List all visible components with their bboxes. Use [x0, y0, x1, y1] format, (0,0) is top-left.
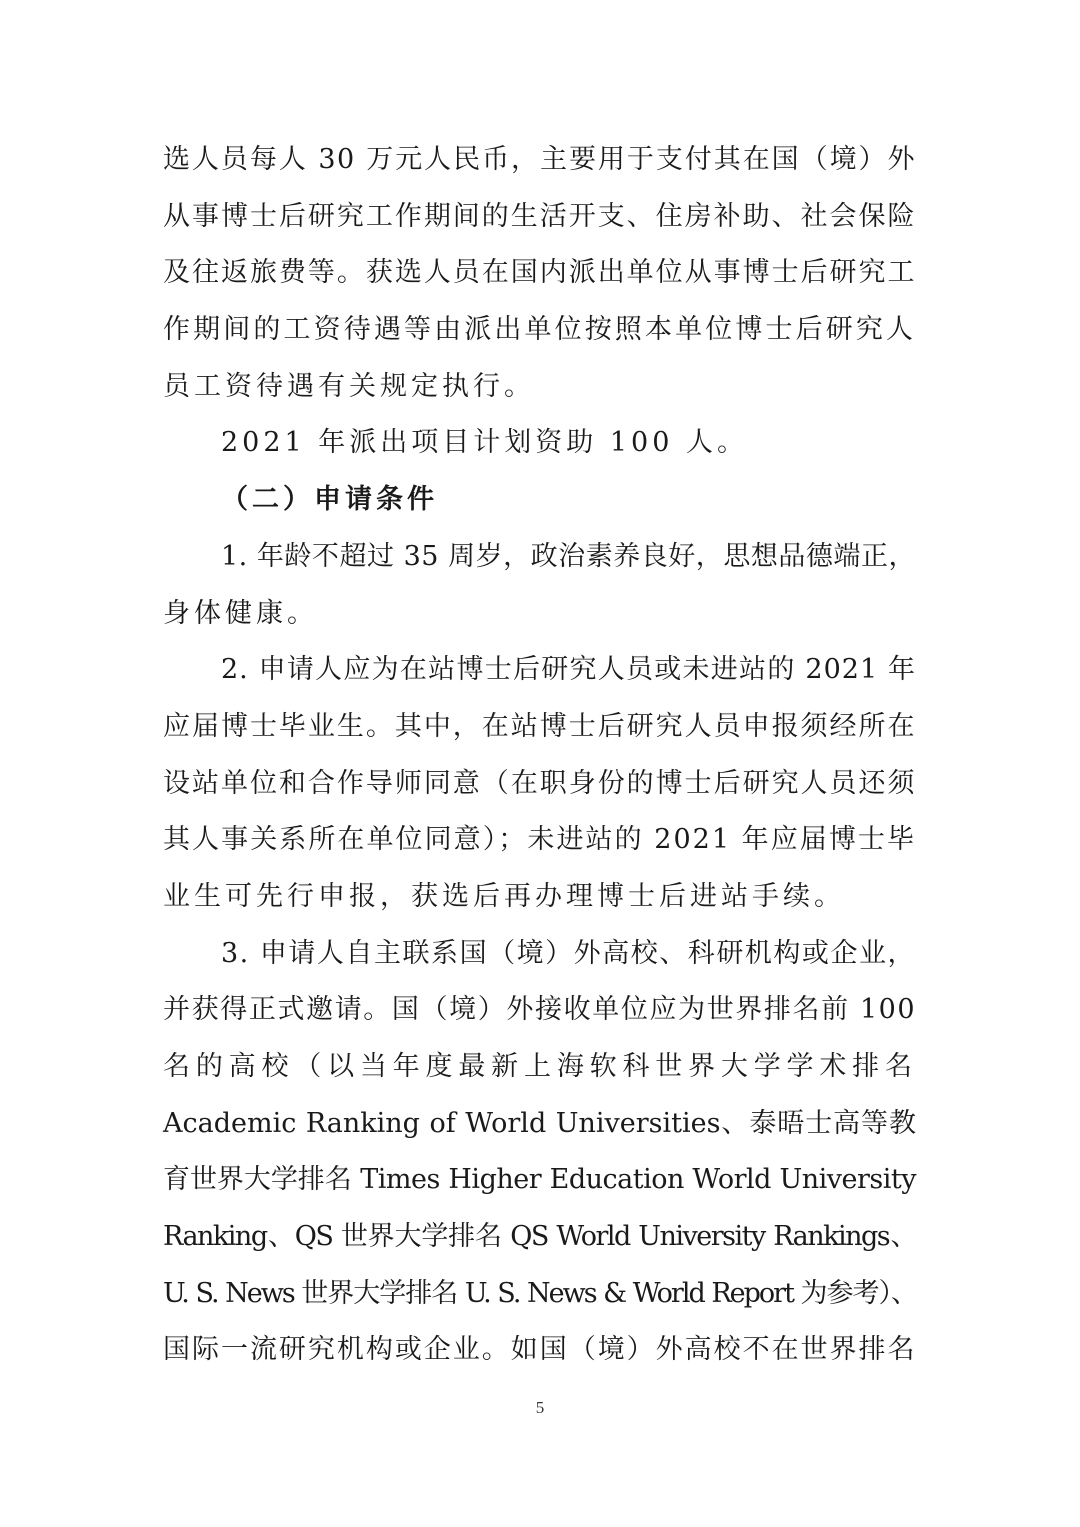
- condition-2-line: 应届博士毕业生。其中，在站博士后研究人员申报须经所在: [163, 710, 916, 742]
- condition-2-line: 设站单位和合作导师同意（在职身份的博士后研究人员还须: [163, 767, 916, 799]
- condition-3-line: 并获得正式邀请。国（境）外接收单位应为世界排名前 100: [163, 994, 916, 1026]
- body-line: 及往返旅费等。获选人员在国内派出单位从事博士后研究工: [163, 257, 916, 289]
- condition-3-line: 国际一流研究机构或企业。如国（境）外高校不在世界排名: [163, 1334, 916, 1366]
- body-line: 员工资待遇有关规定执行。: [163, 370, 535, 402]
- condition-2-line: 2. 申请人应为在站博士后研究人员或未进站的 2021 年: [221, 654, 916, 686]
- page-number: 5: [535, 1398, 545, 1417]
- section-heading: （二）申请条件: [221, 484, 438, 516]
- condition-1-line: 1. 年龄不超过 35 周岁，政治素养良好，思想品德端正，: [221, 540, 916, 572]
- condition-3-line: Academic Ranking of World Universities、泰晤士高等教: [163, 1107, 916, 1139]
- condition-2-line: 业生可先行申报，获选后再办理博士后进站手续。: [163, 880, 845, 912]
- body-line: 作期间的工资待遇等由派出单位按照本单位博士后研究人: [163, 314, 916, 346]
- funding-paragraph: 2021 年派出项目计划资助 100 人。: [221, 427, 748, 459]
- condition-3-line: 3. 申请人自主联系国（境）外高校、科研机构或企业，: [221, 937, 916, 969]
- condition-3-line: U. S. News 世界大学排名 U. S. News & World Report 为参考）、: [163, 1277, 916, 1309]
- body-line: 选人员每人 30 万元人民币，主要用于支付其在国（境）外: [163, 144, 916, 175]
- condition-3-line: 育世界大学排名 Times Higher Education World University: [163, 1164, 916, 1196]
- condition-1-line: 身体健康。: [163, 597, 318, 629]
- condition-3-line: 名的高校（以当年度最新上海软科世界大学学术排名: [163, 1051, 916, 1082]
- body-line: 从事博士后研究工作期间的生活开支、住房补助、社会保险: [163, 200, 916, 232]
- condition-3-line: Ranking、QS 世界大学排名 QS World University Rankings、: [163, 1221, 916, 1253]
- document-body: [163, 132, 916, 1379]
- condition-2-line: 其人事关系所在单位同意）；未进站的 2021 年应届博士毕: [163, 824, 916, 856]
